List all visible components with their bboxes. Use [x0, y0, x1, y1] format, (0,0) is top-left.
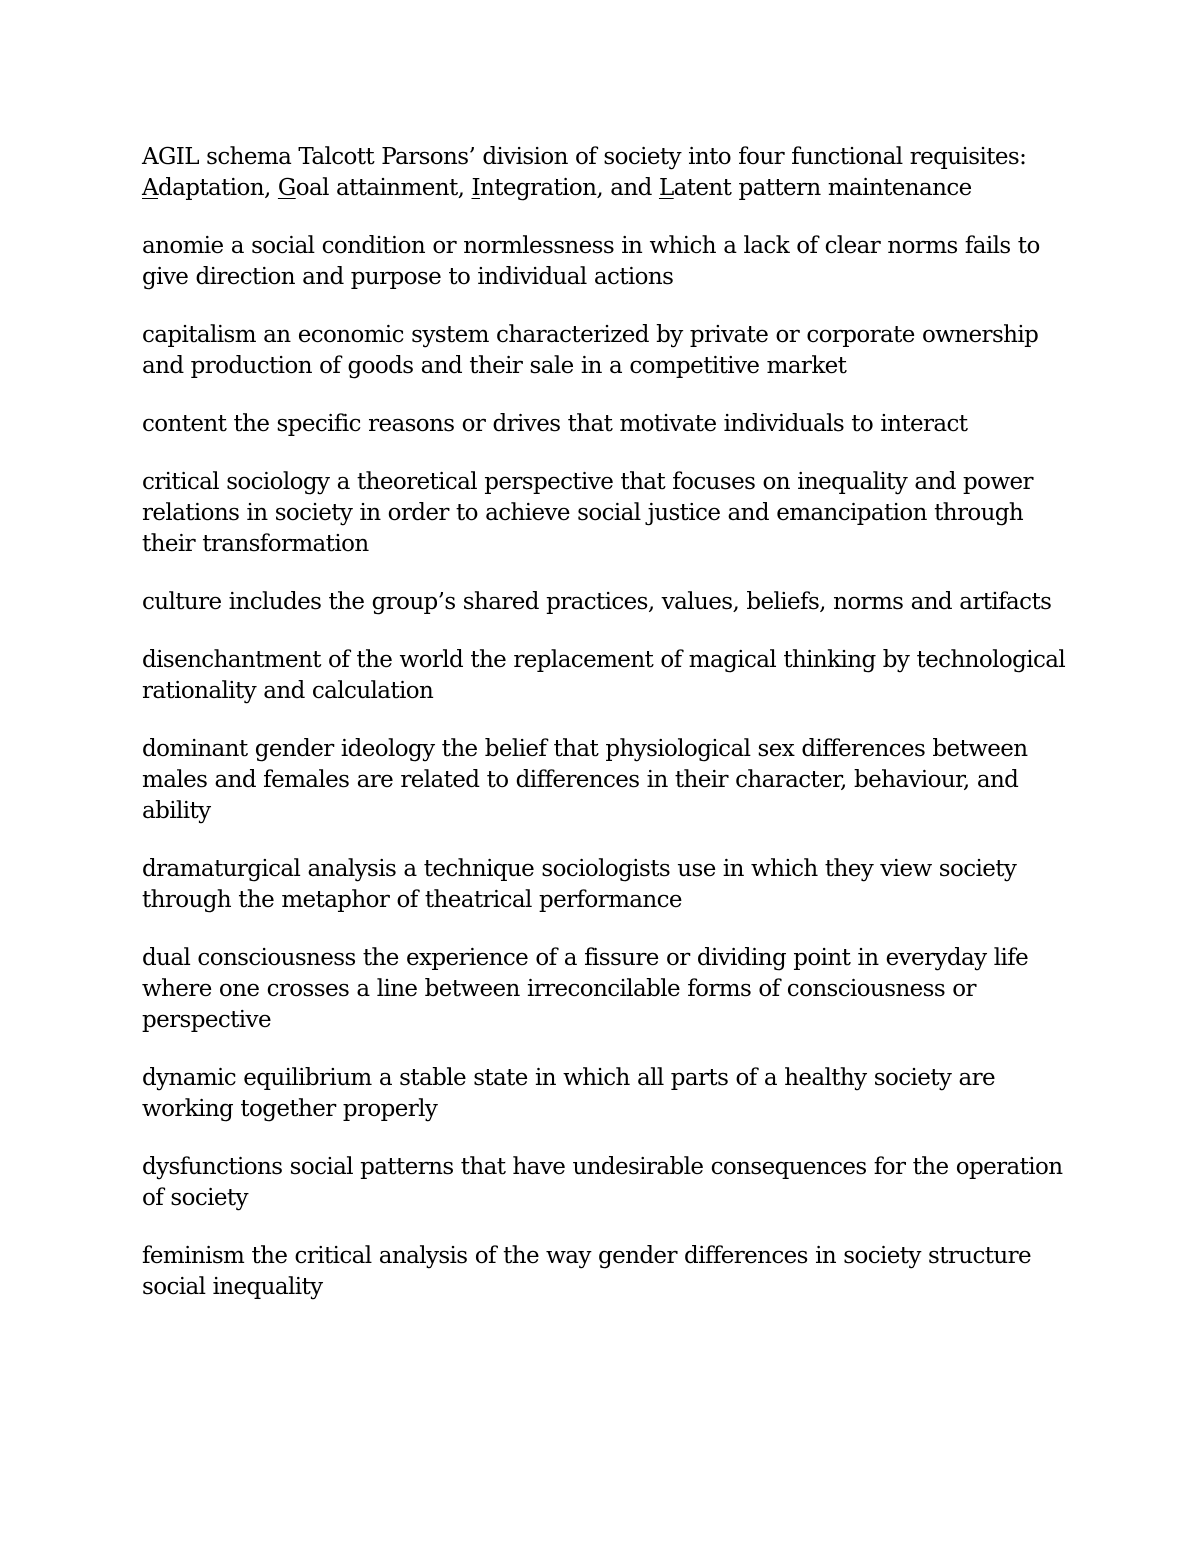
entry-text-segment: daptation, [158, 175, 278, 201]
glossary-entry-agil-schema [142, 142, 1072, 204]
entry-text-segment: oal attainment, [295, 175, 472, 201]
entry-text-segment: ntegration, and [480, 175, 659, 201]
glossary-entry-culture: culture includes the group’s shared practices, values, beliefs, norms and artifacts [142, 589, 1052, 615]
glossary-entry-dramaturgical-analysis: dramaturgical analysis a technique sociologists use in which they view society through the metaphor of theatrical performance [142, 856, 1017, 913]
glossary-entry-capitalism: capitalism an economic system characterized by private or corporate ownership and production of goods and their sale in a competitive market [142, 322, 1039, 379]
glossary-list [142, 142, 1072, 1330]
entry-text-segment: AGIL schema Talcott Parsons’ division of society into four functional requisites: [142, 144, 1027, 170]
glossary-entry-dual-consciousness: dual consciousness the experience of a fissure or dividing point in everyday life where one crosses a line between irreconcilable forms of consciousness or perspective [142, 945, 1029, 1033]
underlined-letter-l: L [658, 175, 674, 201]
glossary-entry-disenchantment: disenchantment of the world the replacement of magical thinking by technological rationality and calculation [142, 647, 1066, 704]
glossary-entry-feminism: feminism the critical analysis of the way gender differences in society structure social inequality [142, 1243, 1032, 1300]
underlined-letter-a: A [142, 175, 159, 201]
glossary-entry-dominant-gender-ideology: dominant gender ideology the belief that physiological sex differences between males and females are related to differences in their character, behaviour, and ability [142, 736, 1028, 824]
glossary-entry-critical-sociology: critical sociology a theoretical perspective that focuses on inequality and power relations in society in order to achieve social justice and emancipation through their transformation [142, 469, 1033, 557]
glossary-entry-anomie: anomie a social condition or normlessness in which a lack of clear norms fails to give direction and purpose to individual actions [142, 233, 1040, 290]
underlined-letter-g: G [277, 175, 296, 201]
underlined-letter-i: I [471, 175, 481, 201]
glossary-entry-dynamic-equilibrium: dynamic equilibrium a stable state in which all parts of a healthy society are working together properly [142, 1065, 996, 1122]
entry-text-segment: atent pattern maintenance [673, 175, 972, 201]
glossary-entry-content: content the specific reasons or drives that motivate individuals to interact [142, 411, 968, 437]
glossary-entry-dysfunctions: dysfunctions social patterns that have undesirable consequences for the operation of society [142, 1154, 1063, 1211]
